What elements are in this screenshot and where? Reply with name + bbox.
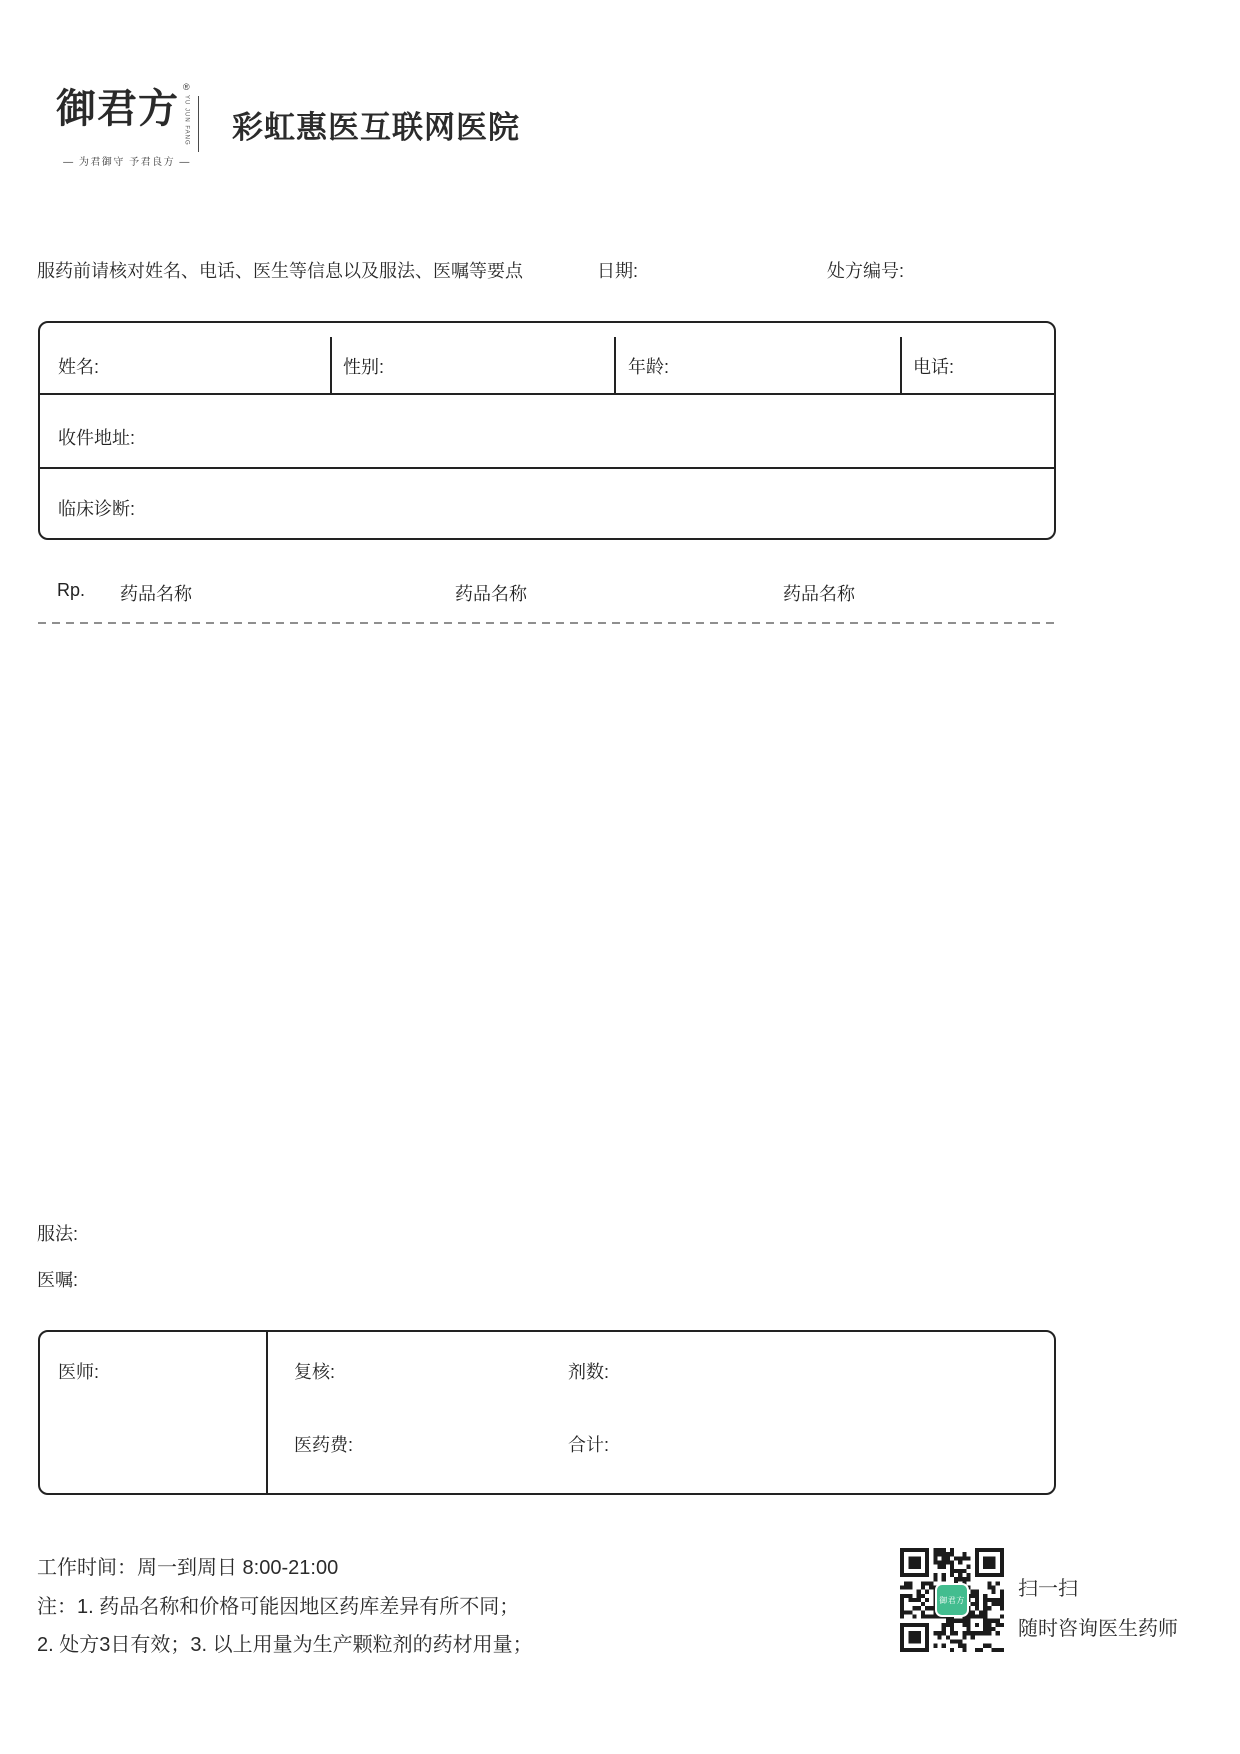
footer-note-1: 注：1. 药品名称和价格可能因地区药库差异有所不同； [37,1596,520,1618]
wechat-qr-code [900,1548,1004,1652]
yujunfang-logo [56,82,198,168]
name-field-label: 姓名: [58,357,100,377]
row-divider [40,393,1054,395]
summary-divider [266,1332,268,1493]
doctor-fee-summary-box [38,1330,1056,1495]
dosage-method-label: 服法: [37,1224,79,1244]
gender-field-label: 性别: [343,357,385,377]
logo-lockup [56,82,198,146]
dashed-separator [38,622,1056,624]
doctor-advice-label: 医嘱: [37,1270,79,1290]
rp-label: Rp. [57,580,86,600]
drug-name-column-header: 药品名称 [120,584,192,604]
date-label: 日期: [597,261,639,281]
footer-note-2: 2. 处方3日有效；3. 以上用量为生产颗粒剂的药材用量； [37,1634,533,1656]
physician-label: 医师: [58,1362,100,1382]
doses-label: 剂数: [568,1362,610,1382]
logo-wordmark: 御君方 [56,85,179,132]
medicine-fee-label: 医药费: [294,1435,354,1455]
drug-name-column-header: 药品名称 [455,584,527,604]
scan-me-label: 扫一扫 [1018,1578,1078,1600]
logo-pinyin: YU JUN FANG [183,95,190,146]
total-label: 合计: [568,1435,610,1455]
logo-slogan: — 为君御守 予君良方 — [63,156,191,168]
field-divider [614,337,616,393]
patient-info-box [38,321,1056,540]
clinical-diagnosis-label: 临床诊断: [58,499,136,519]
age-field-label: 年龄: [628,357,670,377]
hospital-name: 彩虹惠医互联网医院 [232,110,520,145]
pre-dose-check-notice: 服药前请核对姓名、电话、医生等信息以及服法、医嘱等要点 [37,261,523,281]
consult-label: 随时咨询医生药师 [1018,1618,1178,1640]
brand-divider [198,96,199,152]
review-label: 复核: [294,1362,336,1382]
logo-side [183,83,190,146]
field-divider [900,337,902,393]
registered-trademark-icon: ® [183,82,190,92]
prescription-number-label: 处方编号: [827,261,905,281]
working-hours-note: 工作时间：周一到周日 8:00-21:00 [37,1557,339,1579]
field-divider [330,337,332,393]
qr-logo-badge: 御君方 [935,1583,969,1617]
drug-name-column-header: 药品名称 [783,584,855,604]
phone-field-label: 电话: [913,357,955,377]
row-divider [40,467,1054,469]
shipping-address-label: 收件地址: [58,428,136,448]
